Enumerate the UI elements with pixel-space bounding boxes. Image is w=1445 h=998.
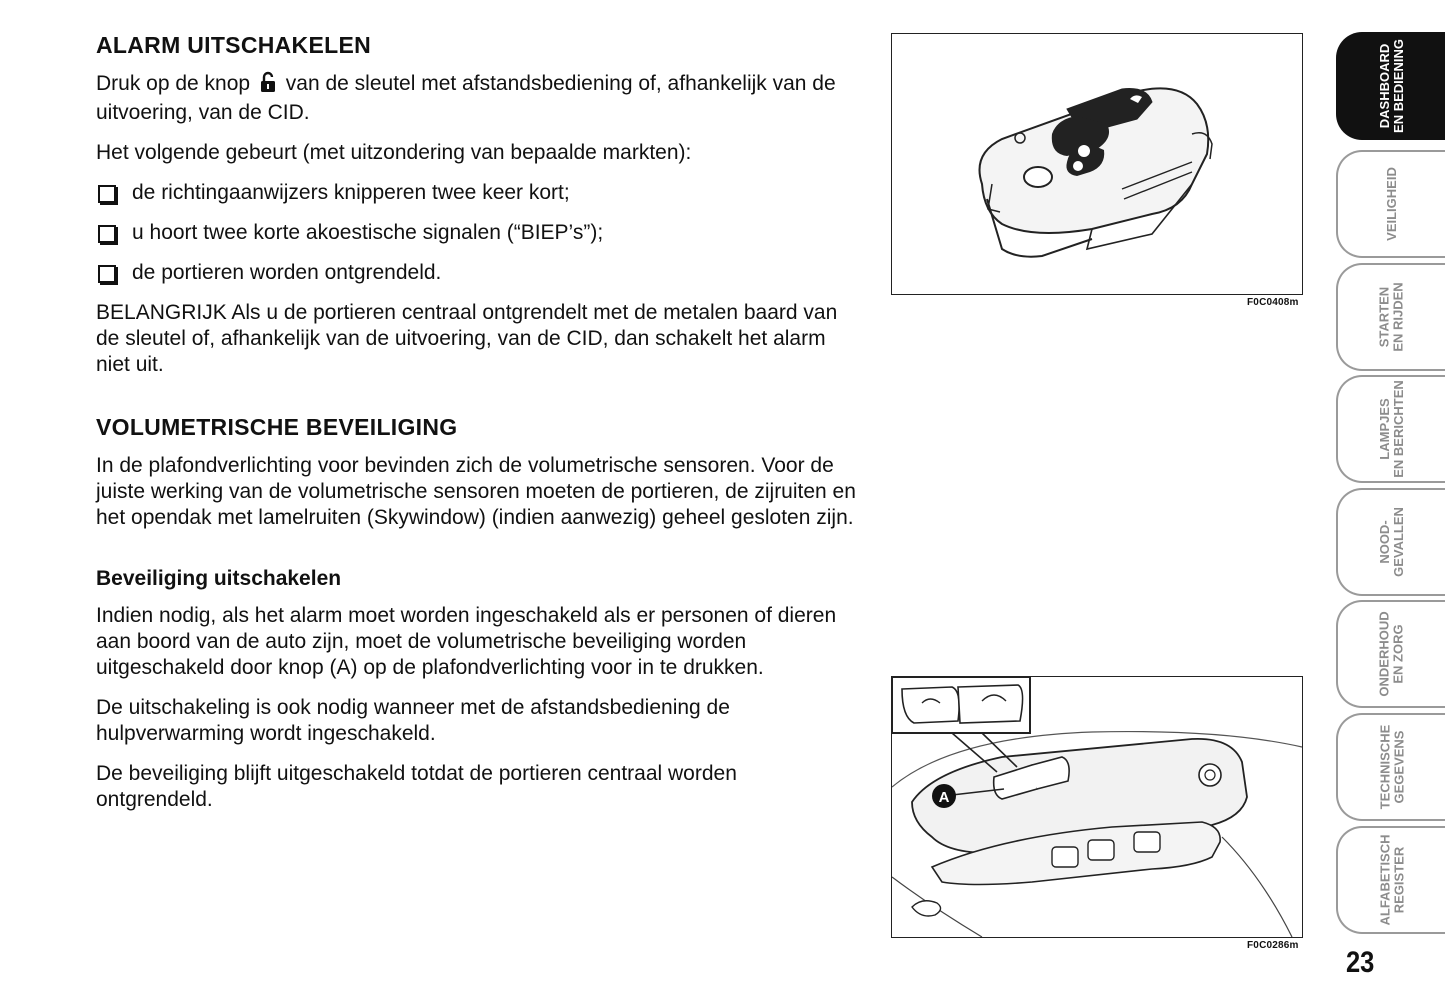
tab-label: TECHNISCHE GEGEVENS xyxy=(1376,724,1406,810)
main-text-column xyxy=(96,32,856,827)
paragraph-important-note: BELANGRIJK Als u de portieren centraal ontgrendelt met de metalen baard van de sleutel of, afhankelijk van de uitvoering, van de CID, dan schakelt het alarm niet uit. xyxy=(96,301,838,376)
figure-ceiling-light xyxy=(891,676,1303,938)
paragraph-disable-1: Indien nodig, als het alarm moet worden ingeschakeld als er personen of dieren aan boord van de auto zijn, moet de volumetrische beveiliging worden uitgeschakeld door knop (A) op de plafondverlichting voor in te drukken. xyxy=(96,604,837,679)
tab-label: NOOD- GEVALLEN xyxy=(1376,507,1406,577)
paragraph-volumetric: In de plafondverlichting voor bevinden zich de volumetrische sensoren. Voor de juiste werking van de volumetrische sensoren moeten de portieren, de zijruiten en het opendak met lamelruiten (Skywindow) (indien aanwezig) geheel gesloten zijn. xyxy=(96,454,856,529)
figure-code-2: F0C0286m xyxy=(1247,940,1299,951)
tab-label: VEILIGHEID xyxy=(1384,167,1399,241)
list-item-text: de portieren worden ontgrendeld. xyxy=(132,261,442,284)
list-item xyxy=(96,180,856,206)
paragraph-disable-3: De beveiliging blijft uitgeschakeld totdat de portieren centraal worden ontgrendeld. xyxy=(96,762,737,811)
checkbox-bullet-icon xyxy=(98,225,116,243)
tab-label: STARTEN EN RIJDEN xyxy=(1376,282,1406,352)
tab-lampjes[interactable] xyxy=(1336,375,1445,483)
tab-dashboard[interactable] xyxy=(1336,32,1445,140)
unlock-icon xyxy=(260,71,276,100)
tab-starten[interactable] xyxy=(1336,263,1445,371)
paragraph-unlock-key xyxy=(96,71,856,126)
key-fob-illustration xyxy=(892,34,1302,294)
figure-code-1: F0C0408m xyxy=(1247,297,1299,308)
paragraph-unlock-key-end: van de sleutel met afstandsbediening of, afhankelijk van de uitvoering, van de CID. xyxy=(96,72,836,124)
list-item-text: de richtingaanwijzers knipperen twee keer kort; xyxy=(132,181,570,204)
tab-label: DASHBOARD EN BEDIENING xyxy=(1377,39,1406,133)
ceiling-light-illustration xyxy=(892,677,1302,937)
paragraph-following: Het volgende gebeurt (met uitzondering van bepaalde markten): xyxy=(96,141,692,164)
figure-label-a: A xyxy=(938,789,950,806)
section-title-alarm: ALARM UITSCHAKELEN xyxy=(96,32,371,58)
page-number: 23 xyxy=(1346,946,1375,979)
tab-veiligheid[interactable] xyxy=(1336,150,1445,258)
paragraph-unlock-key-start: Druk op de knop xyxy=(96,72,251,95)
list-item-text: u hoort twee korte akoestische signalen (“BIEP’s”); xyxy=(132,221,604,244)
checkbox-bullet-icon xyxy=(98,265,116,283)
tab-noodgevallen[interactable] xyxy=(1336,488,1445,596)
tab-alfabetisch[interactable] xyxy=(1336,826,1445,934)
figure-key-fob xyxy=(891,33,1303,295)
paragraph-disable-2: De uitschakeling is ook nodig wanneer met de afstandsbediening de hulpverwarming wordt ingeschakeld. xyxy=(96,696,730,745)
tab-onderhoud[interactable] xyxy=(1336,600,1445,708)
tab-technische[interactable] xyxy=(1336,713,1445,821)
checkbox-bullet-icon xyxy=(98,185,116,203)
tab-label: LAMPJES EN BERICHTEN xyxy=(1376,380,1406,478)
section-title-volumetric: VOLUMETRISCHE BEVEILIGING xyxy=(96,414,458,440)
list-item xyxy=(96,260,856,286)
list-item xyxy=(96,220,856,246)
tab-label: ONDERHOUD EN ZORG xyxy=(1376,611,1406,697)
subsection-title-disable: Beveiliging uitschakelen xyxy=(96,567,342,590)
tab-label: ALFABETISCH REGISTER xyxy=(1377,834,1406,926)
